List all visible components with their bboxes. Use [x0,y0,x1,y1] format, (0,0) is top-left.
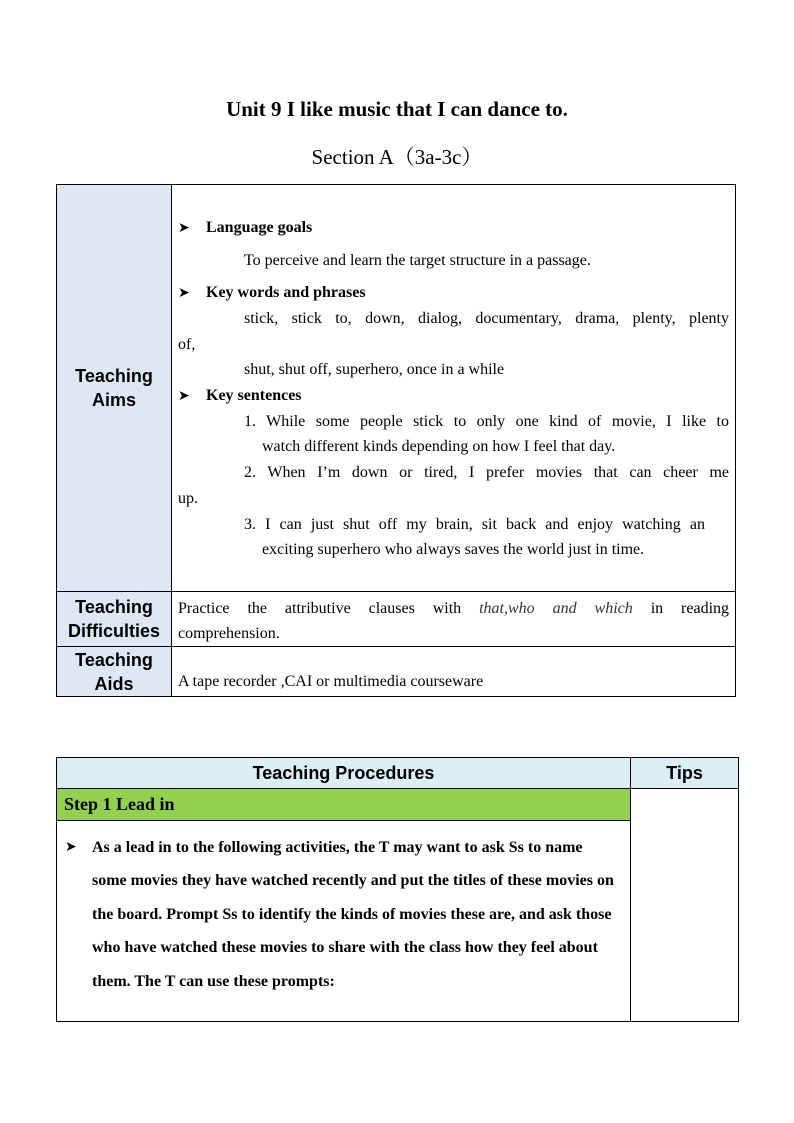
language-goals-text: To perceive and learn the target structure in a passage. [244,252,591,269]
tips-header: Tips [631,758,739,789]
arrow-bullet-icon: ➤ [178,388,190,404]
teaching-aims-content [172,185,736,592]
key-sentence-line: watch different kinds depending on how I feel that day. [262,438,616,455]
tips-cell [631,789,739,1022]
arrow-bullet-icon: ➤ [178,285,190,301]
section-subtitle: Section A（3a-3c） [311,145,483,169]
step-1-body [57,821,631,1022]
step-1-text: As a lead in to the following activities, the T may want to ask Ss to name some movies they have watched recently and put the titles of these movies on the board. Prompt Ss to identify the kinds of movies these are, and ask those who have watched these movies to share with the class how they feel about them. The T can use these prompts: [92,839,614,990]
key-words-line: of, [178,336,196,353]
difficulties-text: Practice the attributive clauses with [178,600,462,617]
key-sentence-line: 1. While some people stick to only one kind of movie, I like to [244,413,729,430]
teaching-aims-label: Teaching Aims [57,185,172,592]
teaching-procedures-table [56,757,739,1022]
key-words-heading: Key words and phrases [206,284,366,301]
key-sentence-line: up. [178,490,198,507]
arrow-bullet-icon: ➤ [65,839,77,855]
arrow-bullet-icon: ➤ [178,220,190,236]
key-sentence-line: exciting superhero who always saves the world just in time. [262,541,645,558]
key-sentence-line: 2. When I’m down or tired, I prefer movies that can cheer me [244,464,729,481]
teaching-aids-label: Teaching Aids [57,647,172,697]
teaching-aids-content: A tape recorder ,CAI or multimedia courseware [172,647,736,697]
difficulties-italic-text: that,who and which [479,600,633,617]
key-words-line: shut, shut off, superhero, once in a while [244,361,505,378]
difficulties-text: in reading [650,600,730,617]
difficulties-text: comprehension. [178,625,280,642]
key-words-line: stick, stick to, down, dialog, documentary, drama, plenty, plenty [244,310,729,327]
procedures-header: Teaching Procedures [57,758,631,789]
teaching-difficulties-label: Teaching Difficulties [57,592,172,647]
step-1-heading: Step 1 Lead in [57,789,631,821]
language-goals-heading: Language goals [206,219,313,236]
key-sentence-line: 3. I can just shut off my brain, sit back and enjoy watching an [244,516,705,533]
key-sentences-heading: Key sentences [206,387,302,404]
document-title: Unit 9 I like music that I can dance to. [226,97,568,121]
teaching-difficulties-content [172,592,736,647]
teaching-aims-table [56,184,736,697]
